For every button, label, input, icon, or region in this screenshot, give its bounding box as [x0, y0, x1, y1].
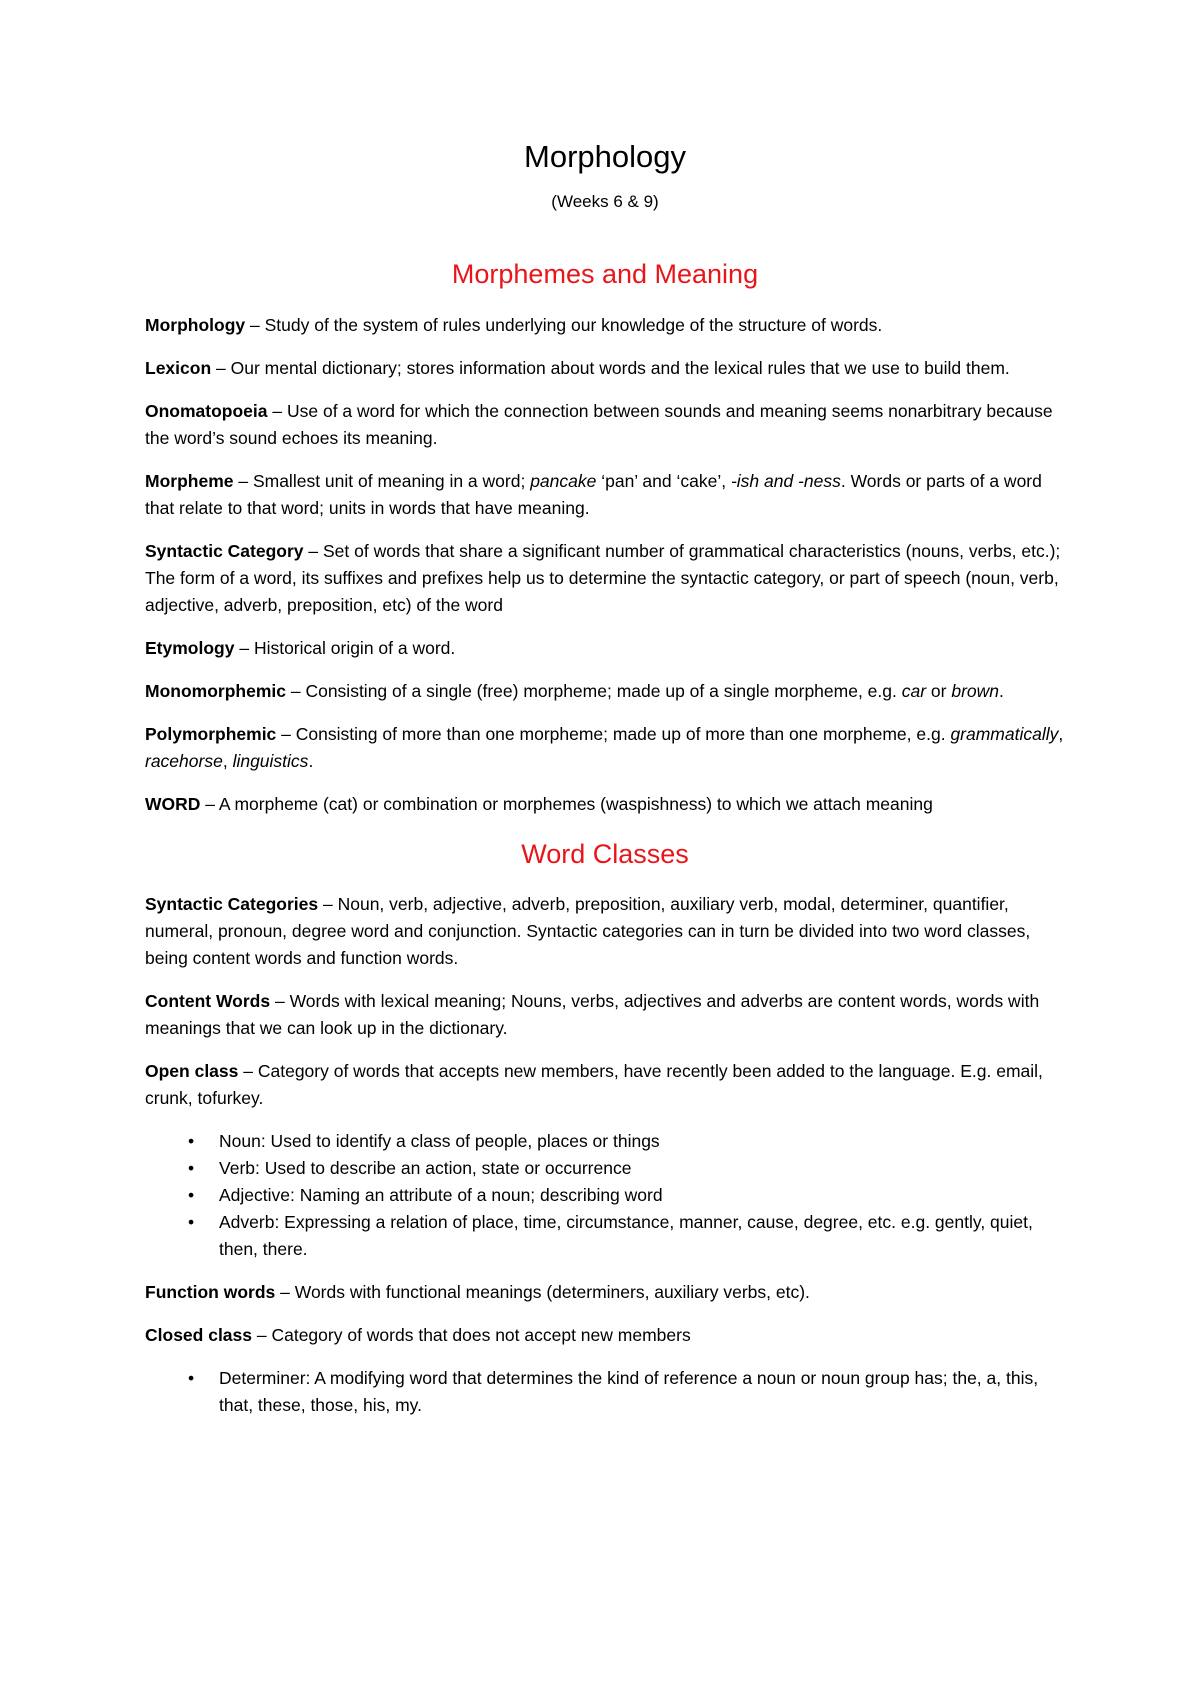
- definition-onomatopoeia: Onomatopoeia – Use of a word for which the connection between sounds and meaning seems nonarbitrary because the word’s sound echoes its meaning.: [145, 400, 1053, 448]
- list-item: • Noun: Used to identify a class of people, places or things: [219, 1128, 1065, 1155]
- definition-word: WORD – A morpheme (cat) or combination or morphemes (waspishness) to which we attach meaning: [145, 793, 933, 814]
- definition-text: Our mental dictionary; stores information about words and the lexical rules that we use to build them.: [230, 357, 1010, 378]
- term: Syntactic Categories: [145, 894, 319, 915]
- definition-syntactic-categories: Syntactic Categories – Noun, verb, adjective, adverb, preposition, auxiliary verb, modal, determiner, quantifier, numeral, pronoun, degree word and conjunction. Syntactic categories can in turn be divided into two word classes, being content words and function words.: [145, 894, 1031, 969]
- definition-lexicon: Lexicon – Our mental dictionary; stores information about words and the lexical rules that we use to build them.: [145, 357, 1010, 378]
- list-item: • Verb: Used to describe an action, state or occurrence: [219, 1155, 1065, 1182]
- term: Lexicon: [145, 357, 212, 378]
- section-heading-morphemes: Morphemes and Meaning: [451, 259, 759, 290]
- example: brown: [951, 680, 1000, 701]
- term: Onomatopoeia: [145, 400, 268, 421]
- definition-monomorphemic: Monomorphemic – Consisting of a single (free) morpheme; made up of a single morpheme, e.g. car or brown.: [145, 680, 1004, 701]
- example: -ish and -ness: [730, 470, 841, 491]
- definition-text: Set of words that share a significant number of grammatical characteristics (nouns, verbs, etc.); The form of a word, its suffixes and prefixes help us to determine the syntactic category, or part of speech (noun, verb, adjective, adverb, preposition, etc) of the word: [145, 540, 1061, 615]
- term: Polymorphemic: [145, 723, 277, 744]
- definition-function-words: Function words – Words with functional meanings (determiners, auxiliary verbs, etc).: [145, 1282, 810, 1303]
- definition-content-words: Content Words – Words with lexical meaning; Nouns, verbs, adjectives and adverbs are content words, words with meanings that we can look up in the dictionary.: [145, 991, 1040, 1039]
- term: Morphology: [145, 314, 246, 335]
- closed-class-list: [145, 1365, 1065, 1419]
- term: Syntactic Category: [145, 540, 304, 561]
- example: linguistics: [232, 750, 309, 771]
- term: WORD: [145, 793, 201, 814]
- bullet-icon: •: [188, 1212, 195, 1233]
- definition-morpheme: Morpheme – Smallest unit of meaning in a word; pancake ‘pan’ and ‘cake’, -ish and -ness. Words or parts of a word that relate to that word; units in words that have meaning.: [145, 470, 1042, 518]
- definition-morphology: Morphology – Study of the system of rules underlying our knowledge of the structure of words.: [145, 314, 883, 335]
- term: Content Words: [145, 991, 271, 1012]
- definition-text: Historical origin of a word.: [253, 637, 456, 658]
- bullet-icon: •: [188, 1158, 195, 1179]
- term: Morpheme: [145, 470, 234, 491]
- bullet-icon: •: [188, 1368, 195, 1389]
- definition-text: Category of words that accepts new members, have recently been added to the language. E.g. email, crunk, tofurkey.: [145, 1061, 1043, 1109]
- definition-text: Use of a word for which the connection between sounds and meaning seems nonarbitrary because the word’s sound echoes its meaning.: [145, 400, 1053, 448]
- term: Open class: [145, 1061, 239, 1082]
- list-item: • Determiner: A modifying word that determines the kind of reference a noun or noun group has; the, a, this, that, these, those, his, my.: [219, 1365, 1065, 1419]
- definition-text: A morpheme (cat) or combination or morphemes (waspishness) to which we attach meaning: [218, 793, 933, 814]
- definition-polymorphemic: Polymorphemic – Consisting of more than one morpheme; made up of more than one morpheme, e.g. grammatically, racehorse, linguistics.: [145, 723, 1064, 771]
- example: racehorse: [145, 750, 223, 771]
- definition-syntactic-category: Syntactic Category – Set of words that share a significant number of grammatical characteristics (nouns, verbs, etc.); The form of a word, its suffixes and prefixes help us to determine the syntactic category, or part of speech (noun, verb, adjective, adverb, preposition, etc) of the word: [145, 540, 1061, 615]
- page-subtitle: (Weeks 6 & 9): [551, 192, 659, 212]
- bullet-icon: •: [188, 1131, 195, 1152]
- definition-text: Noun, verb, adjective, adverb, preposition, auxiliary verb, modal, determiner, quantifier, numeral, pronoun, degree word and conjunction. Syntactic categories can in turn be divided into two word classes, being content words and function words.: [145, 894, 1031, 969]
- example: grammatically: [950, 723, 1059, 744]
- term: Monomorphemic: [145, 680, 286, 701]
- open-class-list: [145, 1128, 1065, 1263]
- document-page: [145, 140, 1065, 1435]
- example: pancake: [530, 470, 597, 491]
- definition-text: Words with lexical meaning; Nouns, verbs, adjectives and adverbs are content words, words with meanings that we can look up in the dictionary.: [145, 991, 1040, 1039]
- term: Etymology: [145, 637, 235, 658]
- definition-open-class: Open class – Category of words that accepts new members, have recently been added to the language. E.g. email, crunk, tofurkey.: [145, 1061, 1043, 1109]
- bullet-icon: •: [188, 1185, 195, 1206]
- example: car: [901, 680, 927, 701]
- definition-closed-class: Closed class – Category of words that does not accept new members: [145, 1325, 691, 1346]
- list-item: • Adverb: Expressing a relation of place, time, circumstance, manner, cause, degree, etc. e.g. gently, quiet, then, there.: [219, 1209, 1065, 1263]
- definition-text: Study of the system of rules underlying our knowledge of the structure of words.: [264, 314, 883, 335]
- section-heading-word-classes: Word Classes: [521, 838, 689, 869]
- page-title: Morphology: [524, 139, 686, 174]
- definition-etymology: Etymology – Historical origin of a word.: [145, 637, 456, 658]
- term: Closed class: [145, 1325, 252, 1346]
- term: Function words: [145, 1282, 276, 1303]
- definition-text: Category of words that does not accept new members: [271, 1325, 691, 1346]
- list-item: • Adjective: Naming an attribute of a noun; describing word: [219, 1182, 1065, 1209]
- definition-text: Words with functional meanings (determiners, auxiliary verbs, etc).: [294, 1282, 810, 1303]
